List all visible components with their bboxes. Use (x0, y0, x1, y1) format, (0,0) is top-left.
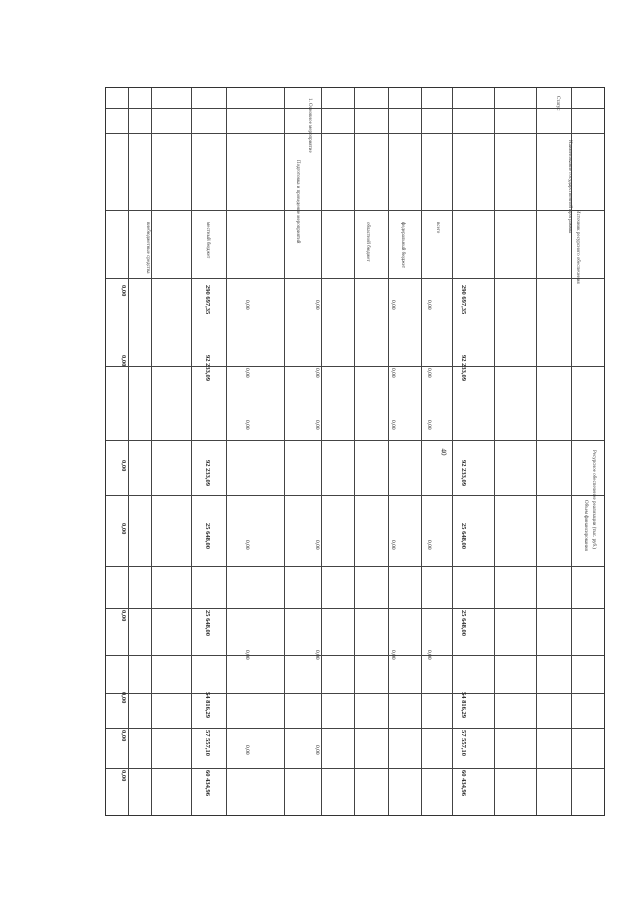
cell-zero: 0,00 (426, 650, 432, 660)
cell-value: 0,00 (120, 692, 127, 704)
cell-value: 54 816,29 (204, 692, 211, 718)
cell-value: 0,00 (120, 460, 127, 472)
cell-value: 0,00 (120, 610, 127, 622)
cell-zero: 0,00 (390, 368, 396, 378)
cell-zero: 0,00 (244, 368, 250, 378)
cell-zero: 0,00 (390, 540, 396, 550)
cell-value: 92 233,09 (460, 355, 467, 381)
cell-zero: 0,00 (314, 540, 320, 550)
resource-table (105, 87, 605, 816)
cell-value: 25 648,00 (460, 523, 467, 549)
cell-zero: 0,00 (244, 420, 250, 430)
cell-zero: 0,00 (426, 368, 432, 378)
cell-zero: 0,00 (244, 650, 250, 660)
cell-zero: 0,00 (314, 650, 320, 660)
cell-zero: 0,00 (314, 368, 320, 378)
cell-zero: 0,00 (390, 300, 396, 310)
cell-zero: 0,00 (426, 300, 432, 310)
cell-value: 92 233,09 (204, 460, 211, 486)
cell-value: 60 434,96 (460, 770, 467, 796)
cell-value: 0,00 (120, 523, 127, 535)
cell-total: 290 697,35 (460, 285, 467, 315)
row-label: федеральный бюджет (400, 222, 405, 269)
cell-zero: 0,00 (244, 540, 250, 550)
row-label: внебюджетные средства (145, 222, 150, 274)
cell-value: 25 648,00 (460, 610, 467, 636)
header-title: Ресурсное обеспечение реализации (тыс. руб.) (591, 450, 596, 549)
subprogram-name: Подготовка и проведение мероприятий (295, 160, 300, 244)
cell-zero: 0,00 (426, 420, 432, 430)
col-header-status: Статус (555, 96, 560, 111)
cell-zero: 0,00 (426, 540, 432, 550)
cell-zero: 0,00 (314, 420, 320, 430)
cell-value: 0,00 (120, 730, 127, 742)
cell-zero: 0,00 (314, 745, 320, 755)
header-sub: Объем финансирования (583, 500, 588, 551)
cell-value: 54 816,29 (460, 692, 467, 718)
cell-value: 57 557,10 (460, 730, 467, 756)
cell-value: 92 233,09 (204, 355, 211, 381)
cell-total: 290 697,35 (204, 285, 211, 315)
cell-zero: 0,00 (314, 300, 320, 310)
cell-zero: 0,00 (244, 300, 250, 310)
page-number: 40 (439, 448, 448, 456)
cell-value: 60 434,96 (204, 770, 211, 796)
row-label: всего (435, 222, 440, 234)
subprogram-status: 1. Основное мероприятие (307, 98, 312, 153)
row-label: местный бюджет (205, 222, 210, 259)
cell-zero: 0,00 (244, 745, 250, 755)
col-header-program: Наименование государственной программы (567, 140, 572, 234)
cell-value: 0,00 (120, 355, 127, 367)
cell-value: 0,00 (120, 770, 127, 782)
cell-value: 92 233,09 (460, 460, 467, 486)
cell-value: 25 648,00 (204, 523, 211, 549)
cell-value: 25 648,00 (204, 610, 211, 636)
cell-zero: 0,00 (390, 420, 396, 430)
cell-total: 0,00 (120, 285, 127, 297)
cell-value: 57 557,10 (204, 730, 211, 756)
row-label: областной бюджет (365, 222, 370, 262)
col-header-source: Источник ресурсного обеспечения (575, 210, 580, 284)
cell-zero: 0,00 (390, 650, 396, 660)
